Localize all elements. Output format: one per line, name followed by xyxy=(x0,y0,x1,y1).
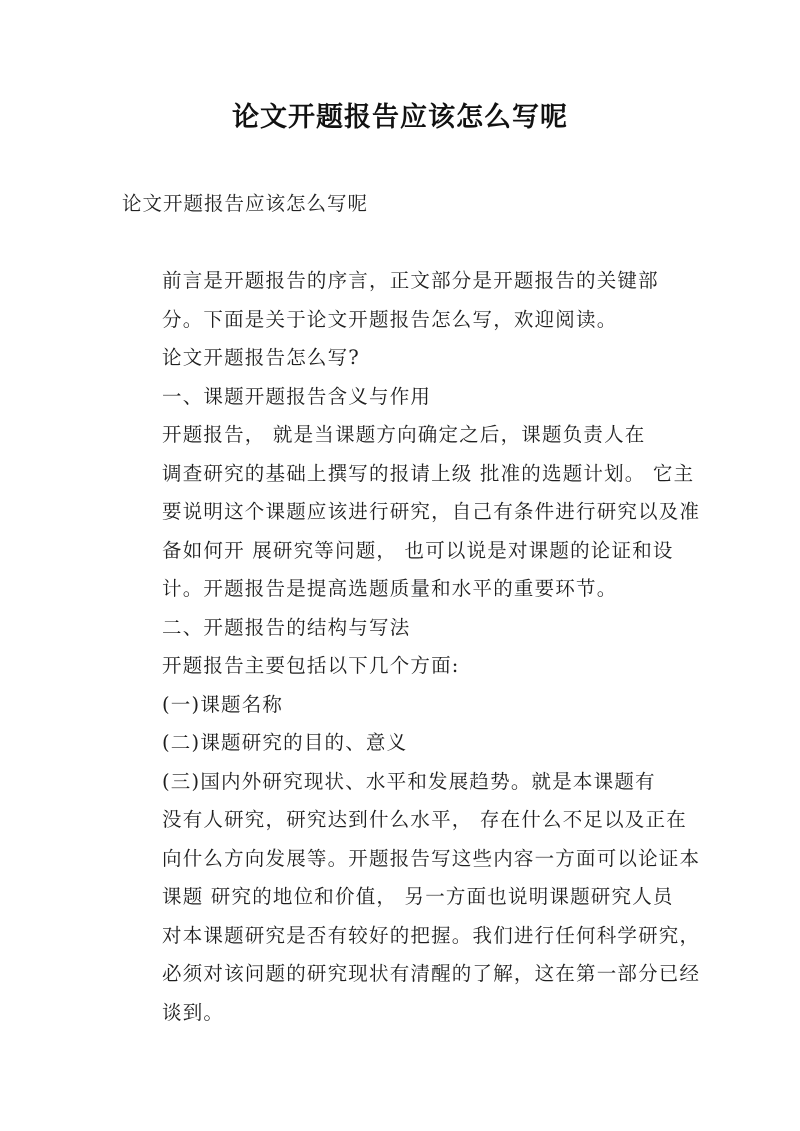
list-item-2 xyxy=(122,724,682,763)
section-heading-1 xyxy=(122,378,682,417)
paragraph-aspects-intro xyxy=(122,647,682,686)
text-line: 对本课题研究是否有较好的把握。我们进行任何科学研究， xyxy=(162,923,701,947)
text-line: 要说明这个课题应该进行研究，自己有条件进行研究以及准 xyxy=(162,500,701,523)
document-title: 论文开题报告应该怎么写呢 xyxy=(232,102,568,133)
text-line: 分。下面是关于论文开题报告怎么写，欢迎阅读。 xyxy=(162,307,618,331)
text-line: 一、课题开题报告含义与作用 xyxy=(162,384,432,408)
document-subtitle: 论文开题报告应该怎么写呢 xyxy=(122,192,369,215)
text-line: (三)国内外研究现状、水平和发展趋势。就是本课题有 xyxy=(162,769,656,793)
text-line: 没有人研究，研究达到什么水平， 存在什么不足以及正在 xyxy=(162,808,687,831)
list-item-1 xyxy=(122,686,682,725)
text-line: 计。开题报告是提高选题质量和水平的重要环节。 xyxy=(162,577,618,600)
document-body xyxy=(122,262,701,1032)
text-line: (一)课题名称 xyxy=(162,692,284,716)
text-line: 二、开题报告的结构与写法 xyxy=(162,615,411,639)
paragraph-preface xyxy=(122,262,682,339)
text-line: 备如何开 展研究等问题， 也可以说是对课题的论证和设 xyxy=(162,538,674,562)
text-line: 开题报告主要包括以下几个方面: xyxy=(162,654,460,677)
text-line: 调查研究的基础上撰写的报请上级 批准的选题计划。 它主 xyxy=(162,461,695,485)
text-line: 谈到。 xyxy=(162,1000,225,1024)
paragraph-definition xyxy=(122,416,701,609)
text-line: 论文开题报告怎么写? xyxy=(162,346,360,369)
list-item-3 xyxy=(122,763,701,1033)
text-line: 课题 研究的地位和价值， 另一方面也说明课题研究人员 xyxy=(162,885,674,908)
section-heading-2 xyxy=(122,609,682,648)
text-line: 必须对该问题的研究现状有清醒的了解，这在第一部分已经 xyxy=(162,962,701,985)
text-line: 向什么方向发展等。开题报告写这些内容一方面可以论证本 xyxy=(162,846,701,870)
text-line: 前言是开题报告的序言，正文部分是开题报告的关键部 xyxy=(162,269,659,292)
text-line: (二)课题研究的目的、意义 xyxy=(162,731,408,754)
heading-how-to-write xyxy=(122,339,682,378)
text-line: 开题报告， 就是当课题方向确定之后，课题负责人在 xyxy=(162,423,646,446)
